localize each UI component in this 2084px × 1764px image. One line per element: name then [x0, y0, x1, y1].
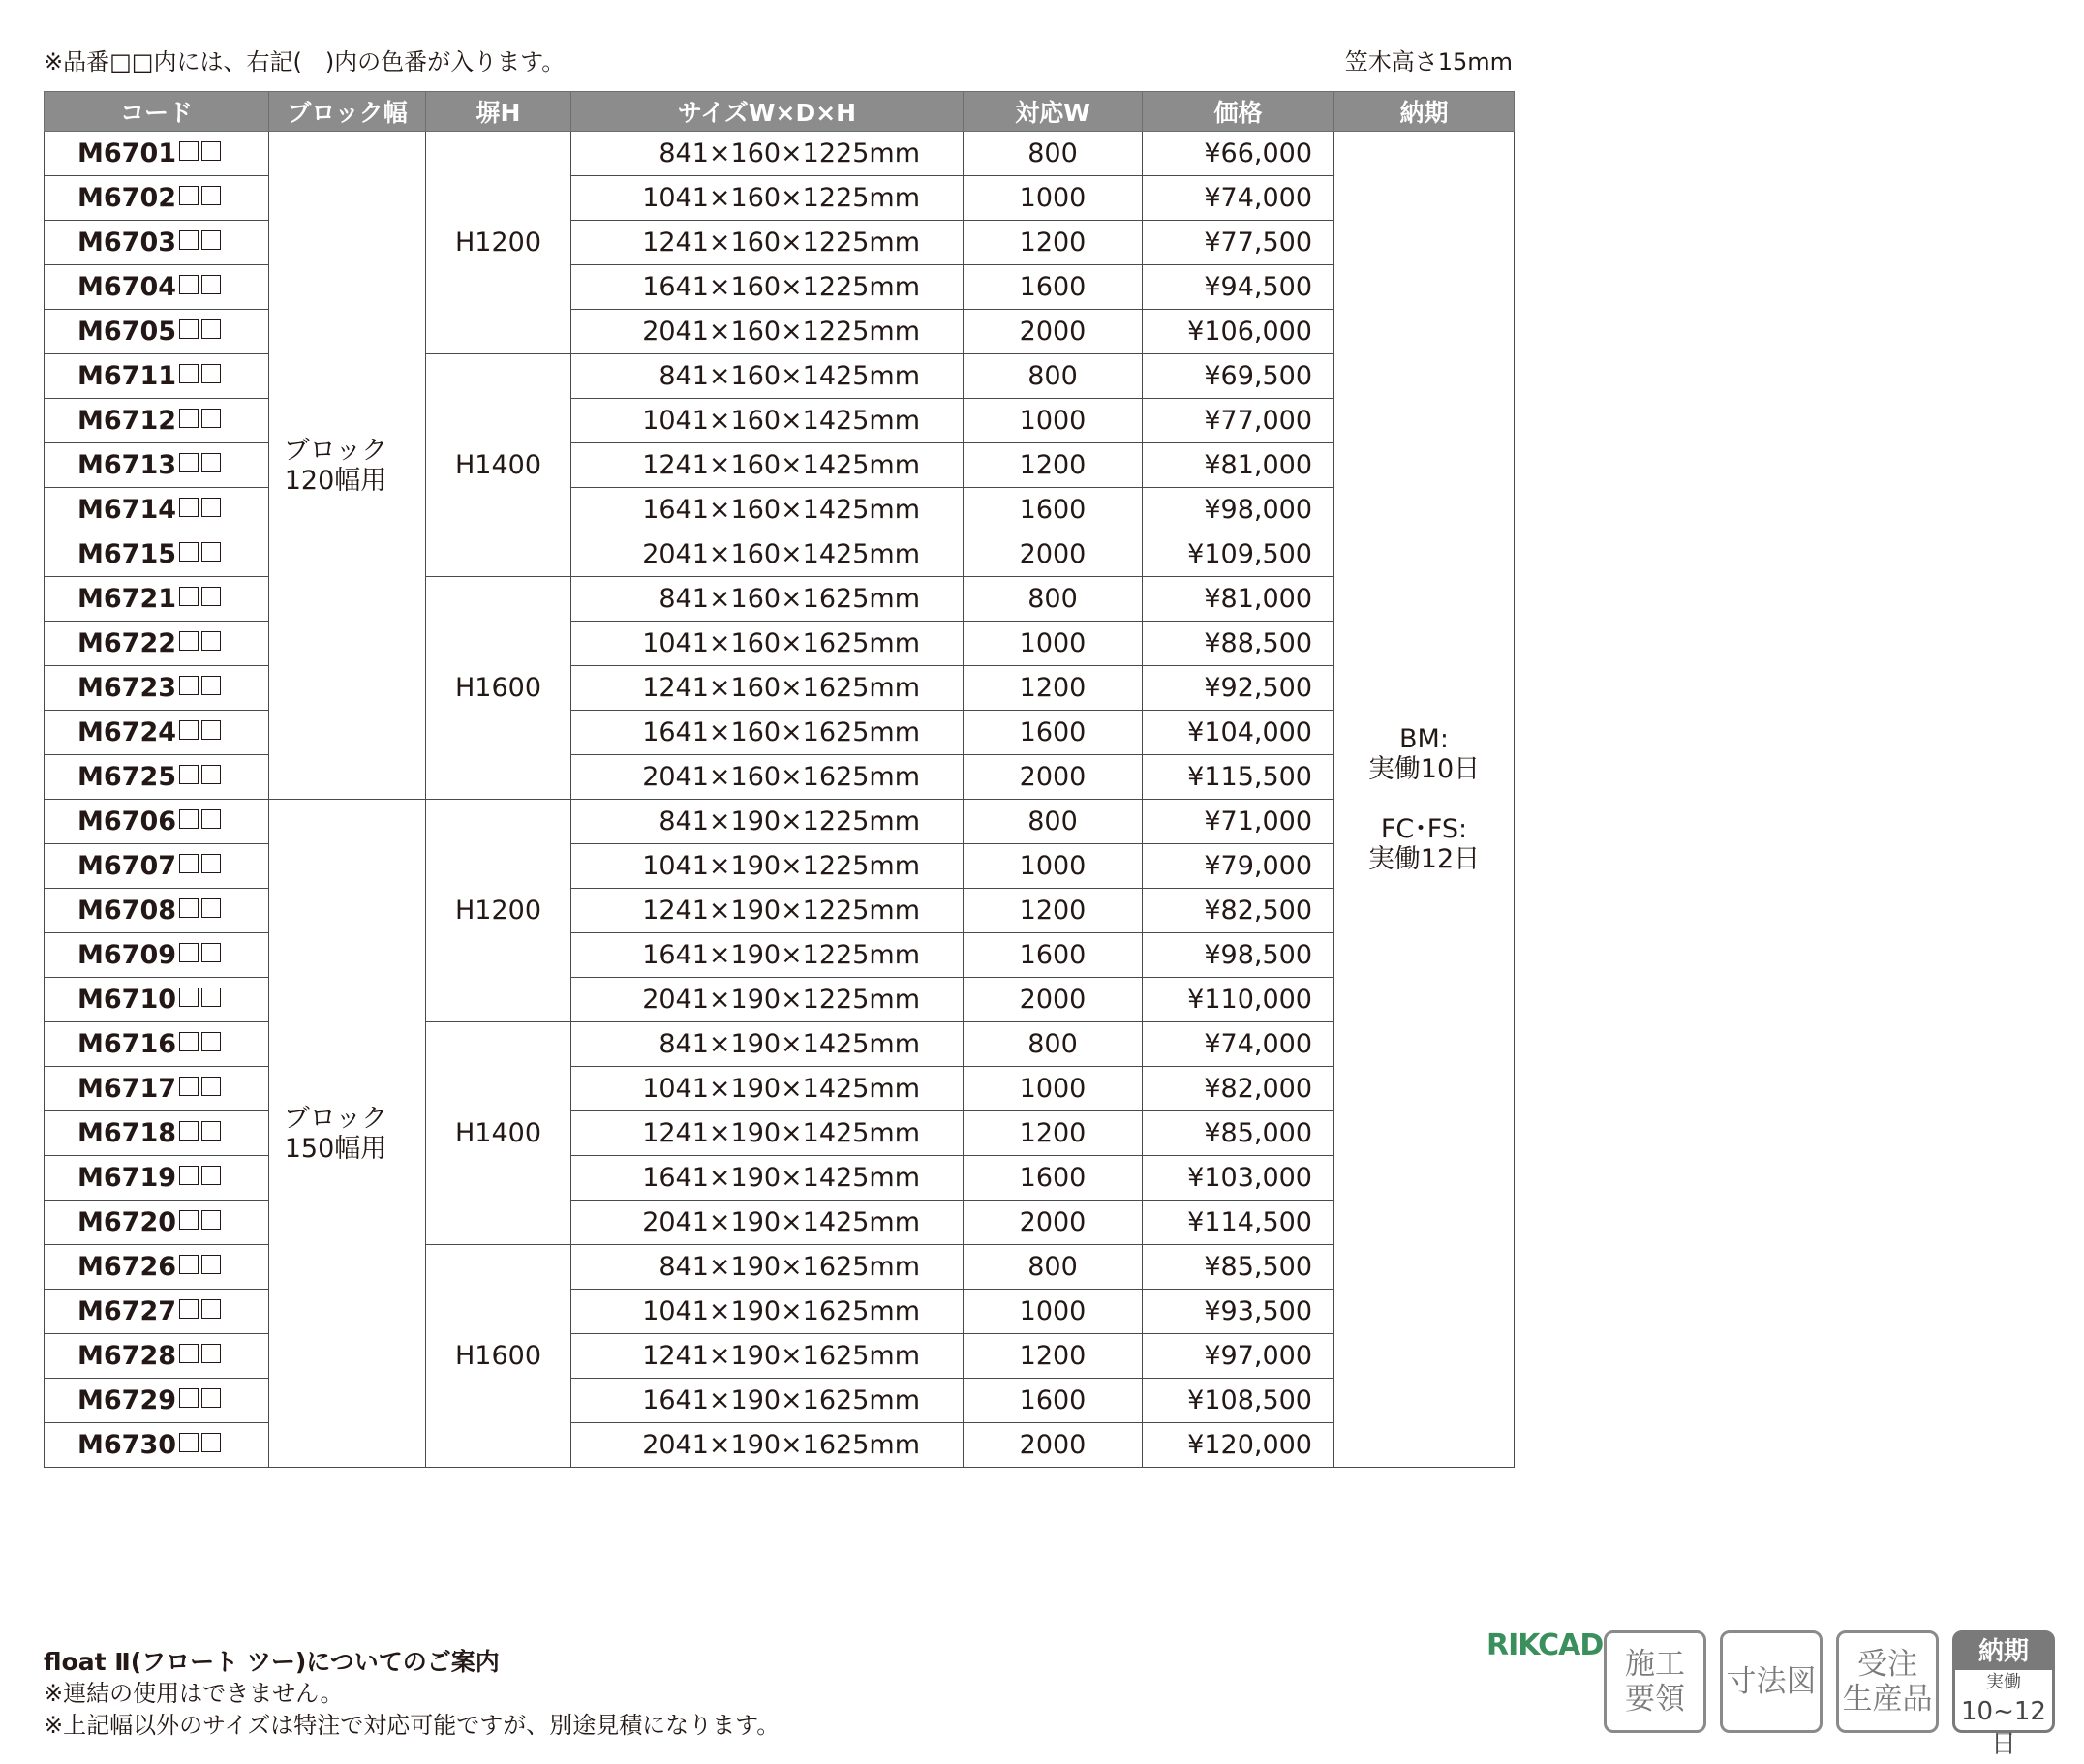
product-code: M6729 [77, 1385, 177, 1415]
price-cell: ¥92,500 [1143, 666, 1334, 711]
badge-label: 寸法図 [1726, 1664, 1817, 1699]
price-cell: ¥82,000 [1143, 1067, 1334, 1111]
color-number-box [201, 542, 221, 562]
color-number-box [201, 319, 221, 339]
color-number-box [179, 943, 199, 962]
table-row [45, 1201, 1515, 1245]
product-code: M6709 [77, 940, 177, 970]
size-cell: 841×190×1225mm [571, 800, 964, 844]
size-cell: 2041×190×1625mm [571, 1423, 964, 1468]
size-cell: 841×160×1225mm [571, 132, 964, 176]
block-width-label: 120幅用 [284, 465, 387, 496]
product-code-cell [45, 1022, 269, 1067]
product-code-cell [45, 1201, 269, 1245]
price-cell: ¥88,500 [1143, 622, 1334, 666]
product-code: M6717 [77, 1074, 177, 1104]
price-cell: ¥71,000 [1143, 800, 1334, 844]
product-code: M6730 [77, 1430, 177, 1460]
color-number-box [179, 364, 199, 383]
color-number-box [179, 542, 199, 562]
size-cell: 1641×160×1425mm [571, 488, 964, 532]
size-cell: 1041×190×1225mm [571, 844, 964, 889]
price-cell: ¥110,000 [1143, 978, 1334, 1022]
product-code-cell [45, 1245, 269, 1290]
table-row [45, 399, 1515, 443]
price-cell: ¥104,000 [1143, 711, 1334, 755]
product-code-cell [45, 221, 269, 265]
table-row [45, 443, 1515, 488]
product-code: M6724 [77, 717, 177, 747]
color-number-box [201, 943, 221, 962]
block-width-label: ブロック [283, 435, 388, 466]
color-number-box [179, 765, 199, 784]
kasagi-height-note: 笠木高さ15mm [1344, 48, 1513, 76]
color-number-box [201, 230, 221, 250]
color-number-box [179, 498, 199, 517]
badge-label: 受注 [1857, 1647, 1917, 1682]
size-cell: 1641×190×1625mm [571, 1379, 964, 1423]
product-code-cell [45, 354, 269, 399]
width-cell: 1600 [964, 488, 1143, 532]
color-number-box [179, 1299, 199, 1319]
color-number-box [179, 676, 199, 695]
table-row [45, 889, 1515, 933]
width-cell: 2000 [964, 310, 1143, 354]
table-row [45, 1067, 1515, 1111]
product-code: M6710 [77, 985, 177, 1015]
size-cell: 2041×190×1225mm [571, 978, 964, 1022]
wall-height-cell: H1400 [426, 354, 571, 577]
table-row [45, 176, 1515, 221]
table-row [45, 622, 1515, 666]
size-cell: 2041×160×1425mm [571, 532, 964, 577]
wall-height-cell: H1200 [426, 132, 571, 354]
product-code-cell [45, 532, 269, 577]
product-code: M6707 [77, 851, 177, 881]
table-row [45, 488, 1515, 532]
color-number-box [201, 409, 221, 428]
color-number-box [201, 1210, 221, 1230]
table-row [45, 844, 1515, 889]
color-number-box [201, 141, 221, 161]
block-width-cell [269, 800, 426, 1468]
delivery-cell [1334, 132, 1515, 1468]
size-cell: 2041×160×1225mm [571, 310, 964, 354]
price-cell: ¥85,000 [1143, 1111, 1334, 1156]
color-number-box [201, 1121, 221, 1141]
color-number-box [201, 854, 221, 873]
construction-guide-badge[interactable] [1604, 1630, 1706, 1733]
product-code-cell [45, 1111, 269, 1156]
price-cell: ¥115,500 [1143, 755, 1334, 800]
table-row [45, 978, 1515, 1022]
size-cell: 1241×160×1625mm [571, 666, 964, 711]
table-row [45, 265, 1515, 310]
color-number-box [201, 988, 221, 1007]
product-code: M6725 [77, 762, 177, 792]
guide-title: float Ⅱ(フロート ツー)についてのご案内 [44, 1648, 500, 1676]
color-number-box [201, 1344, 221, 1363]
product-code-cell [45, 844, 269, 889]
product-code-cell [45, 755, 269, 800]
badge-head: 納期 [1955, 1633, 2052, 1670]
size-cell: 1041×190×1425mm [571, 1067, 964, 1111]
product-code: M6722 [77, 628, 177, 658]
color-number-box [179, 988, 199, 1007]
color-number-box [179, 1210, 199, 1230]
price-cell: ¥66,000 [1143, 132, 1334, 176]
product-code: M6702 [77, 183, 177, 213]
guide-line: ※上記幅以外のサイズは特注で対応可能ですが、別途見積になります。 [44, 1712, 781, 1739]
color-number-box [179, 409, 199, 428]
price-cell: ¥82,500 [1143, 889, 1334, 933]
width-cell: 800 [964, 1022, 1143, 1067]
price-cell: ¥77,500 [1143, 221, 1334, 265]
product-code-cell [45, 310, 269, 354]
table-row [45, 354, 1515, 399]
product-code-cell [45, 978, 269, 1022]
wall-height-cell: H1200 [426, 800, 571, 1022]
column-header: 価格 [1143, 92, 1334, 132]
price-cell: ¥106,000 [1143, 310, 1334, 354]
table-row [45, 1022, 1515, 1067]
color-number-box [201, 498, 221, 517]
product-code-cell [45, 132, 269, 176]
price-cell: ¥93,500 [1143, 1290, 1334, 1334]
color-number-box [201, 898, 221, 918]
product-guide [44, 1646, 780, 1742]
color-number-box [179, 1255, 199, 1274]
guide-line: ※連結の使用はできません。 [44, 1680, 344, 1707]
table-row [45, 1290, 1515, 1334]
product-code: M6716 [77, 1029, 177, 1059]
size-cell: 841×160×1425mm [571, 354, 964, 399]
size-cell: 1041×190×1625mm [571, 1290, 964, 1334]
delivery-line: 実働10日 [1367, 754, 1481, 784]
product-code: M6701 [77, 138, 177, 168]
badge-range: 10~12日 [1961, 1697, 2046, 1759]
color-number-box [179, 1388, 199, 1408]
width-cell: 800 [964, 577, 1143, 622]
color-number-box [201, 720, 221, 740]
product-code: M6718 [77, 1118, 177, 1148]
product-code: M6705 [77, 317, 177, 347]
width-cell: 1200 [964, 443, 1143, 488]
product-code-cell [45, 1379, 269, 1423]
width-cell: 1600 [964, 711, 1143, 755]
delivery-line: 実働12日 [1367, 844, 1481, 874]
width-cell: 2000 [964, 1423, 1143, 1468]
color-number-box [179, 1032, 199, 1051]
product-code: M6720 [77, 1207, 177, 1237]
product-code: M6703 [77, 228, 177, 258]
price-cell: ¥97,000 [1143, 1334, 1334, 1379]
width-cell: 1600 [964, 933, 1143, 978]
size-cell: 2041×160×1625mm [571, 755, 964, 800]
product-code-cell [45, 176, 269, 221]
column-header: サイズW×D×H [571, 92, 964, 132]
size-cell: 2041×190×1425mm [571, 1201, 964, 1245]
size-cell: 1641×160×1625mm [571, 711, 964, 755]
product-code-cell [45, 889, 269, 933]
table-row [45, 755, 1515, 800]
color-number-box [201, 275, 221, 294]
product-code-cell [45, 933, 269, 978]
size-cell: 1641×190×1425mm [571, 1156, 964, 1201]
color-number-box [201, 1166, 221, 1185]
color-number-box [179, 1121, 199, 1141]
product-code: M6721 [77, 584, 177, 614]
width-cell: 1000 [964, 176, 1143, 221]
color-number-box [179, 720, 199, 740]
product-code: M6719 [77, 1163, 177, 1193]
size-cell: 1241×160×1225mm [571, 221, 964, 265]
width-cell: 1200 [964, 221, 1143, 265]
price-cell: ¥85,500 [1143, 1245, 1334, 1290]
price-cell: ¥98,500 [1143, 933, 1334, 978]
product-code: M6713 [77, 450, 177, 480]
width-cell: 800 [964, 354, 1143, 399]
table-header-row [45, 92, 1515, 132]
color-number-box [179, 1077, 199, 1096]
color-number-box [179, 1433, 199, 1452]
product-code: M6714 [77, 495, 177, 525]
table-row [45, 800, 1515, 844]
color-number-box [201, 364, 221, 383]
block-width-cell [269, 132, 426, 800]
product-code: M6723 [77, 673, 177, 703]
color-number-box [179, 854, 199, 873]
table-row [45, 1156, 1515, 1201]
size-cell: 841×160×1625mm [571, 577, 964, 622]
table-row [45, 532, 1515, 577]
color-number-box [179, 186, 199, 205]
block-width-label: 150幅用 [284, 1133, 387, 1164]
column-header: 納期 [1334, 92, 1515, 132]
table-row [45, 310, 1515, 354]
size-cell: 1641×160×1225mm [571, 265, 964, 310]
table-row [45, 666, 1515, 711]
wall-height-cell: H1400 [426, 1022, 571, 1245]
delivery-period-badge [1952, 1630, 2055, 1759]
color-number-box [201, 809, 221, 829]
color-number-box [201, 1032, 221, 1051]
product-code-cell [45, 1290, 269, 1334]
price-cell: ¥109,500 [1143, 532, 1334, 577]
width-cell: 800 [964, 800, 1143, 844]
width-cell: 1600 [964, 1156, 1143, 1201]
price-cell: ¥120,000 [1143, 1423, 1334, 1468]
table-row [45, 1111, 1515, 1156]
product-code: M6712 [77, 406, 177, 436]
color-number-box [179, 230, 199, 250]
product-code-cell [45, 443, 269, 488]
product-code-cell [45, 1334, 269, 1379]
width-cell: 1200 [964, 1334, 1143, 1379]
color-number-box [179, 141, 199, 161]
price-table [44, 91, 1515, 1468]
product-code: M6708 [77, 896, 177, 926]
price-cell: ¥114,500 [1143, 1201, 1334, 1245]
color-number-box [201, 1299, 221, 1319]
column-header: コード [45, 92, 269, 132]
color-number-box [179, 631, 199, 651]
size-cell: 1241×190×1225mm [571, 889, 964, 933]
table-row [45, 711, 1515, 755]
price-cell: ¥98,000 [1143, 488, 1334, 532]
product-code-cell [45, 488, 269, 532]
product-code-cell [45, 1156, 269, 1201]
badge-label: 要領 [1625, 1682, 1685, 1717]
width-cell: 2000 [964, 1201, 1143, 1245]
width-cell: 1200 [964, 889, 1143, 933]
price-cell: ¥81,000 [1143, 443, 1334, 488]
badge-label: 生産品 [1842, 1682, 1933, 1717]
table-row [45, 1334, 1515, 1379]
width-cell: 1000 [964, 622, 1143, 666]
color-number-box [179, 1344, 199, 1363]
price-cell: ¥108,500 [1143, 1379, 1334, 1423]
product-code: M6728 [77, 1341, 177, 1371]
color-number-box [201, 1433, 221, 1452]
product-code-cell [45, 265, 269, 310]
color-number-box [179, 319, 199, 339]
width-cell: 2000 [964, 755, 1143, 800]
width-cell: 1600 [964, 265, 1143, 310]
color-number-box [179, 898, 199, 918]
product-code-cell [45, 1423, 269, 1468]
color-number-box [179, 587, 199, 606]
table-row [45, 132, 1515, 176]
product-code: M6706 [77, 806, 177, 836]
size-cell: 1241×190×1625mm [571, 1334, 964, 1379]
size-cell: 1641×190×1225mm [571, 933, 964, 978]
price-cell: ¥81,000 [1143, 577, 1334, 622]
width-cell: 1000 [964, 1290, 1143, 1334]
product-code-cell [45, 399, 269, 443]
width-cell: 1200 [964, 666, 1143, 711]
product-code-cell [45, 622, 269, 666]
product-code: M6711 [77, 361, 177, 391]
table-row [45, 1379, 1515, 1423]
width-cell: 1000 [964, 844, 1143, 889]
size-cell: 841×190×1425mm [571, 1022, 964, 1067]
product-code: M6726 [77, 1252, 177, 1282]
product-code-cell [45, 711, 269, 755]
delivery-line [1334, 784, 1514, 814]
color-number-box [201, 676, 221, 695]
table-row [45, 1423, 1515, 1468]
size-cell: 1241×190×1425mm [571, 1111, 964, 1156]
width-cell: 2000 [964, 978, 1143, 1022]
color-number-box [179, 275, 199, 294]
color-number-box [201, 186, 221, 205]
width-cell: 1000 [964, 1067, 1143, 1111]
column-header: ブロック幅 [269, 92, 426, 132]
color-number-box [201, 631, 221, 651]
product-code: M6704 [77, 272, 177, 302]
product-code-cell [45, 1067, 269, 1111]
price-cell: ¥74,000 [1143, 1022, 1334, 1067]
width-cell: 1000 [964, 399, 1143, 443]
color-number-box [179, 809, 199, 829]
width-cell: 2000 [964, 532, 1143, 577]
product-code-cell [45, 577, 269, 622]
price-cell: ¥79,000 [1143, 844, 1334, 889]
table-row [45, 933, 1515, 978]
product-code: M6715 [77, 539, 177, 569]
color-number-box [201, 587, 221, 606]
table-row [45, 577, 1515, 622]
width-cell: 800 [964, 132, 1143, 176]
color-number-box [201, 1255, 221, 1274]
made-to-order-badge[interactable] [1836, 1630, 1939, 1733]
width-cell: 1600 [964, 1379, 1143, 1423]
size-cell: 1041×160×1225mm [571, 176, 964, 221]
width-cell: 1200 [964, 1111, 1143, 1156]
color-number-box [201, 1077, 221, 1096]
product-code-cell [45, 666, 269, 711]
price-cell: ¥69,500 [1143, 354, 1334, 399]
size-cell: 841×190×1625mm [571, 1245, 964, 1290]
column-header: 塀H [426, 92, 571, 132]
width-cell: 800 [964, 1245, 1143, 1290]
size-cell: 1041×160×1625mm [571, 622, 964, 666]
color-number-box [179, 453, 199, 472]
color-number-box [201, 453, 221, 472]
size-cell: 1241×160×1425mm [571, 443, 964, 488]
badge-sub: 実働 [1986, 1672, 2021, 1692]
color-number-box [201, 1388, 221, 1408]
price-cell: ¥103,000 [1143, 1156, 1334, 1201]
product-code: M6727 [77, 1296, 177, 1326]
product-code-cell [45, 800, 269, 844]
price-cell: ¥77,000 [1143, 399, 1334, 443]
color-number-note: ※品番□□内には、右記( )内の色番が入ります。 [44, 48, 566, 76]
dimension-drawing-badge[interactable] [1720, 1630, 1823, 1733]
block-width-label: ブロック [283, 1103, 388, 1134]
table-row [45, 221, 1515, 265]
color-number-box [201, 765, 221, 784]
delivery-line: FC･FS: [1380, 814, 1468, 844]
price-cell: ¥74,000 [1143, 176, 1334, 221]
wall-height-cell: H1600 [426, 577, 571, 800]
color-number-box [179, 1166, 199, 1185]
size-cell: 1041×160×1425mm [571, 399, 964, 443]
rikcad-logo[interactable]: RIKCAD [1486, 1628, 1604, 1662]
table-row [45, 1245, 1515, 1290]
wall-height-cell: H1600 [426, 1245, 571, 1468]
badge-label: 施工 [1625, 1647, 1685, 1682]
price-cell: ¥94,500 [1143, 265, 1334, 310]
delivery-line: BM: [1399, 724, 1449, 754]
column-header: 対応W [964, 92, 1143, 132]
